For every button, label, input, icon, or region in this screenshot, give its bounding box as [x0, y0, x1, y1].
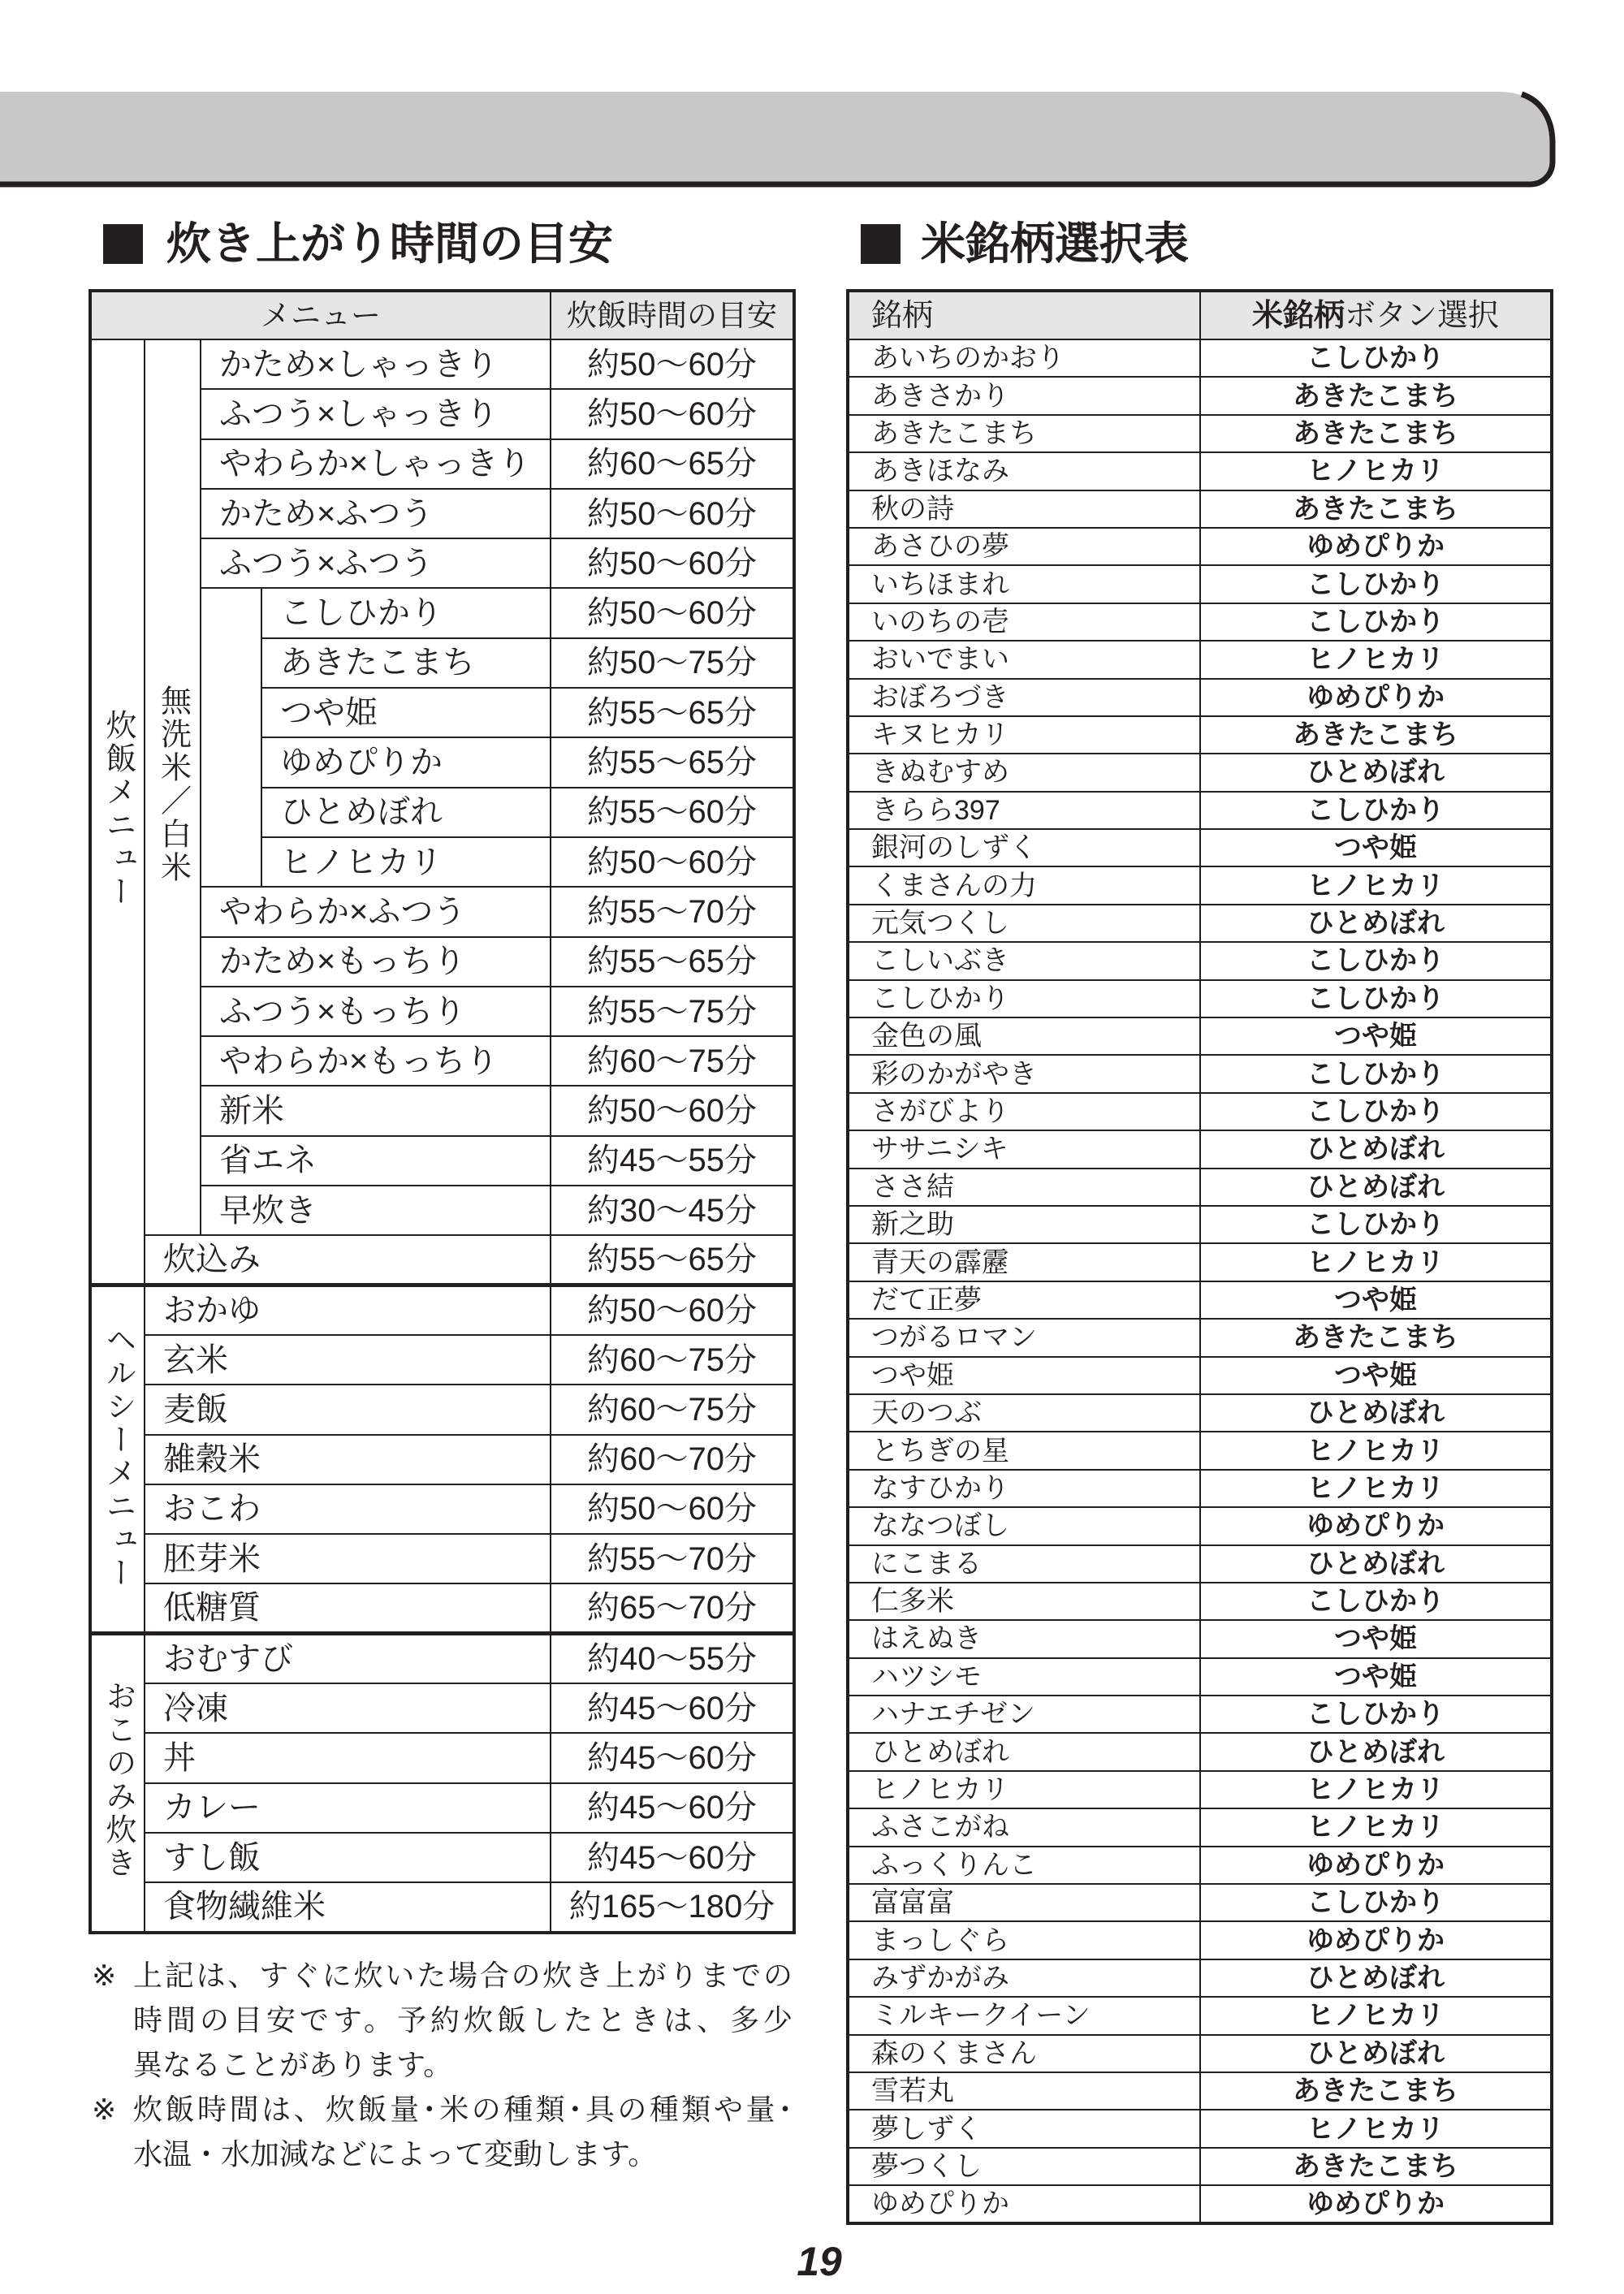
cooking-time-cell: 約45～60分	[551, 1733, 794, 1782]
brand-button-selection-cell: ヒノヒカリ	[1200, 2110, 1552, 2147]
rice-brand-cell: 金色の風	[848, 1017, 1200, 1055]
brand-button-selection-cell: こしひかり	[1200, 1696, 1552, 1733]
footnotes	[92, 1953, 793, 2176]
brand-button-selection-cell: あきたこまち	[1200, 716, 1552, 754]
brand-button-selection-cell: あきたこまち	[1200, 377, 1552, 414]
rice-brand-table-body	[848, 339, 1552, 2223]
menu-name-cell: おかゆ	[145, 1285, 551, 1335]
category-label-cell	[90, 339, 145, 1285]
variety-name-cell: ゆめぴりか	[261, 737, 551, 787]
rice-brand-cell: 青天の霹靂	[848, 1243, 1200, 1281]
cooking-time-cell: 約45～60分	[551, 1833, 794, 1882]
brand-button-selection-cell: ヒノヒカリ	[1200, 866, 1552, 904]
rice-brand-cell: きぬむすめ	[848, 754, 1200, 791]
brand-button-selection-cell: ヒノヒカリ	[1200, 1771, 1552, 1808]
brand-button-selection-cell: つや姫	[1200, 1658, 1552, 1696]
cooking-time-cell: 約50～75分	[551, 638, 794, 688]
menu-name-cell: すし飯	[145, 1833, 551, 1882]
table-header-row	[848, 291, 1552, 339]
cooking-time-cell: 約65～70分	[551, 1583, 794, 1633]
rice-brand-cell: ヒノヒカリ	[848, 1771, 1200, 1808]
footnote-line: 異なることがあります。	[133, 2048, 453, 2081]
brand-button-selection-cell: つや姫	[1200, 1357, 1552, 1394]
table-row	[848, 1093, 1552, 1130]
table-row	[848, 1997, 1552, 2034]
table-row	[848, 1620, 1552, 1657]
menu-name-cell: 雑穀米	[145, 1435, 551, 1484]
brand-button-selection-cell: こしひかり	[1200, 1093, 1552, 1130]
cooking-time-cell: 約50～60分	[551, 1285, 794, 1335]
rice-brand-cell: ササニシキ	[848, 1130, 1200, 1168]
table-row	[848, 452, 1552, 490]
rice-brand-cell: みずかがみ	[848, 1959, 1200, 1997]
menu-name-cell: ふつう×もっちり	[201, 987, 551, 1036]
menu-name-cell: 丼	[145, 1733, 551, 1782]
brand-button-selection-cell: ひとめぼれ	[1200, 1733, 1552, 1770]
table-row	[848, 565, 1552, 603]
footnote-text	[133, 1953, 793, 2087]
cooking-time-cell: 約30～45分	[551, 1186, 794, 1235]
rice-brand-cell: 彩のかがやき	[848, 1055, 1200, 1092]
menu-name-cell: 省エネ	[201, 1136, 551, 1186]
table-row	[848, 339, 1552, 377]
rice-brand-cell: あきさかり	[848, 377, 1200, 414]
table-row	[848, 2072, 1552, 2110]
cooking-time-cell: 約40～55分	[551, 1634, 794, 1683]
menu-name-cell: かため×ふつう	[201, 489, 551, 538]
rice-brand-cell: だて正夢	[848, 1281, 1200, 1319]
menu-name-cell: 食物繊維米	[145, 1882, 551, 1932]
brand-button-selection-cell: ヒノヒカリ	[1200, 1470, 1552, 1507]
table-row	[90, 1882, 794, 1932]
rice-brand-cell: おいでまい	[848, 641, 1200, 678]
brand-button-selection-cell: ヒノヒカリ	[1200, 1243, 1552, 1281]
cooking-time-cell: 約60～70分	[551, 1435, 794, 1484]
brand-button-selection-cell: こしひかり	[1200, 603, 1552, 641]
table-row	[848, 1507, 1552, 1544]
variety-name-cell: こしひかり	[261, 588, 551, 637]
menu-name-cell: 玄米	[145, 1335, 551, 1385]
rice-brand-cell: おぼろづき	[848, 679, 1200, 716]
cooking-time-cell: 約60～75分	[551, 1385, 794, 1434]
brand-button-selection-cell: こしひかり	[1200, 942, 1552, 979]
cooking-time-cell: 約60～75分	[551, 1335, 794, 1385]
cooking-time-cell: 約45～60分	[551, 1683, 794, 1733]
rice-brand-cell: あきたこまち	[848, 415, 1200, 452]
table-row	[848, 792, 1552, 829]
cooking-time-cell: 約55～65分	[551, 737, 794, 787]
menu-name-cell: カレー	[145, 1783, 551, 1833]
category-label: ヘルシーメニュー	[101, 1323, 135, 1590]
indent-spacer-cell	[201, 588, 261, 887]
table-row	[848, 1583, 1552, 1620]
cooking-time-cell: 約45～60分	[551, 1783, 794, 1833]
subcategory-label-cell	[145, 339, 201, 1235]
table-row	[848, 1130, 1552, 1168]
brand-column-header: 銘柄	[848, 291, 1200, 339]
table-row	[90, 1733, 794, 1782]
menu-name-cell: 冷凍	[145, 1683, 551, 1733]
table-row	[90, 1833, 794, 1882]
menu-column-header: メニュー	[90, 291, 551, 339]
rice-brand-cell: にこまる	[848, 1545, 1200, 1583]
rice-section-title: 米銘柄選択表	[921, 218, 1190, 269]
rice-brand-cell: こしいぶき	[848, 942, 1200, 979]
footnote-line: 炊飯時間は、炊飯量･米の種類･具の種類や量･	[133, 2093, 793, 2126]
brand-button-selection-cell: ヒノヒカリ	[1200, 1432, 1552, 1469]
category-label-cell	[90, 1285, 145, 1634]
table-row	[848, 1959, 1552, 1997]
cooking-time-cell: 約55～70分	[551, 887, 794, 936]
rice-brand-cell: ささ結	[848, 1169, 1200, 1206]
brand-button-selection-cell: ゆめぴりか	[1200, 528, 1552, 565]
table-row	[848, 1055, 1552, 1092]
cooking-time-cell: 約55～60分	[551, 788, 794, 837]
brand-button-selection-cell: つや姫	[1200, 1017, 1552, 1055]
header-band-fill	[0, 92, 1553, 184]
table-row	[90, 1385, 794, 1434]
brand-button-selection-cell: あきたこまち	[1200, 490, 1552, 528]
brand-button-selection-cell: ひとめぼれ	[1200, 1130, 1552, 1168]
black-square-icon	[861, 224, 901, 264]
table-row	[848, 1771, 1552, 1808]
header-band	[0, 0, 1567, 195]
menu-name-cell: やわらか×ふつう	[201, 887, 551, 936]
rice-brand-cell: まっしぐら	[848, 1921, 1200, 1959]
rice-brand-cell: 夢しずく	[848, 2110, 1200, 2147]
rice-brand-cell: きらら397	[848, 792, 1200, 829]
table-row	[848, 377, 1552, 414]
table-row	[848, 641, 1552, 678]
rice-brand-cell: 天のつぶ	[848, 1394, 1200, 1432]
table-row	[848, 415, 1552, 452]
table-row	[90, 1285, 794, 1335]
rice-brand-cell: キヌヒカリ	[848, 716, 1200, 754]
table-row	[848, 866, 1552, 904]
table-row	[90, 339, 794, 389]
table-row	[90, 1484, 794, 1534]
brand-button-selection-cell: こしひかり	[1200, 1583, 1552, 1620]
table-row	[848, 1884, 1552, 1921]
subcategory-label: 無洗米／白米	[155, 685, 190, 885]
cooking-time-cell: 約50～60分	[551, 588, 794, 637]
rice-brand-cell: あいちのかおり	[848, 339, 1200, 377]
cooking-time-cell: 約55～75分	[551, 987, 794, 1036]
cooking-time-cell: 約55～65分	[551, 937, 794, 987]
table-row	[848, 1319, 1552, 1356]
brand-button-selection-cell: ひとめぼれ	[1200, 754, 1552, 791]
rice-brand-cell: 雪若丸	[848, 2072, 1200, 2110]
cooking-time-cell: 約165～180分	[551, 1882, 794, 1932]
table-row	[848, 679, 1552, 716]
rice-brand-cell: 秋の詩	[848, 490, 1200, 528]
brand-button-selection-cell: つや姫	[1200, 1281, 1552, 1319]
footnote-text	[133, 2087, 793, 2176]
rice-brand-cell: いのちの壱	[848, 603, 1200, 641]
footnote-line: 水温・水加減などによって変動します。	[133, 2137, 658, 2171]
rice-brand-cell: ななつぼし	[848, 1507, 1200, 1544]
category-label-cell	[90, 1634, 145, 1933]
table-row	[90, 1335, 794, 1385]
rice-brand-cell: 新之助	[848, 1206, 1200, 1243]
selection-header-bold: 米銘柄	[1251, 298, 1345, 333]
table-row	[848, 1281, 1552, 1319]
timing-section-heading	[103, 215, 613, 272]
table-row	[848, 716, 1552, 754]
brand-button-selection-cell: あきたこまち	[1200, 2072, 1552, 2110]
rice-brand-cell: ゆめぴりか	[848, 2185, 1200, 2223]
rice-brand-cell: ひとめぼれ	[848, 1733, 1200, 1770]
brand-button-selection-cell: ひとめぼれ	[1200, 905, 1552, 942]
brand-button-selection-cell: ひとめぼれ	[1200, 1394, 1552, 1432]
brand-button-selection-cell: こしひかり	[1200, 1055, 1552, 1092]
cooking-time-cell: 約60～75分	[551, 1036, 794, 1086]
brand-button-selection-cell: ヒノヒカリ	[1200, 452, 1552, 490]
page-number: 19	[797, 2239, 842, 2284]
menu-name-cell: おむすび	[145, 1634, 551, 1683]
table-row	[848, 1696, 1552, 1733]
menu-name-cell: 麦飯	[145, 1385, 551, 1434]
rice-brand-cell: こしひかり	[848, 980, 1200, 1017]
brand-button-selection-cell: ゆめぴりか	[1200, 2185, 1552, 2223]
rice-brand-cell: さがびより	[848, 1093, 1200, 1130]
brand-button-selection-cell: ゆめぴりか	[1200, 1847, 1552, 1884]
category-label: おこのみ炊き	[101, 1680, 135, 1881]
brand-button-selection-cell: こしひかり	[1200, 339, 1552, 377]
rice-brand-cell: 夢つくし	[848, 2148, 1200, 2185]
selection-column-header	[1200, 291, 1552, 339]
menu-name-cell: 低糖質	[145, 1583, 551, 1633]
table-row	[848, 1658, 1552, 1696]
table-row	[848, 1017, 1552, 1055]
rice-brand-cell: ミルキークイーン	[848, 1997, 1200, 2034]
table-row	[848, 1169, 1552, 1206]
rice-brand-cell: はえぬき	[848, 1620, 1200, 1657]
table-row	[848, 603, 1552, 641]
cooking-time-table	[89, 289, 796, 1934]
footnote	[92, 2087, 793, 2176]
table-row	[848, 1847, 1552, 1884]
brand-button-selection-cell: こしひかり	[1200, 792, 1552, 829]
rice-brand-cell: なすひかり	[848, 1470, 1200, 1507]
rice-brand-table	[846, 289, 1553, 2225]
rice-brand-cell: つや姫	[848, 1357, 1200, 1394]
table-row	[90, 1634, 794, 1683]
cooking-time-cell: 約45～55分	[551, 1136, 794, 1186]
footnote-line: 上記は、すぐに炊いた場合の炊き上がりまでの	[133, 1959, 793, 1992]
black-square-icon	[103, 224, 143, 264]
table-row	[848, 2110, 1552, 2147]
brand-button-selection-cell: こしひかり	[1200, 1884, 1552, 1921]
brand-button-selection-cell: ゆめぴりか	[1200, 679, 1552, 716]
menu-name-cell: やわらか×もっちり	[201, 1036, 551, 1086]
table-row	[90, 1583, 794, 1633]
brand-button-selection-cell: こしひかり	[1200, 980, 1552, 1017]
cooking-time-cell: 約50～60分	[551, 339, 794, 389]
selection-header-rest: ボタン選択	[1345, 298, 1500, 333]
table-row	[848, 1808, 1552, 1846]
table-row	[848, 829, 1552, 866]
menu-name-cell: 新米	[201, 1086, 551, 1135]
table-row	[848, 1206, 1552, 1243]
menu-name-cell: おこわ	[145, 1484, 551, 1534]
variety-name-cell: あきたこまち	[261, 638, 551, 688]
footnote-line: 時間の目安です。予約炊飯したときは、多少	[133, 2003, 793, 2037]
brand-button-selection-cell: こしひかり	[1200, 1206, 1552, 1243]
footnote-mark: ※	[92, 1959, 117, 1992]
rice-brand-cell: いちほまれ	[848, 565, 1200, 603]
brand-button-selection-cell: ヒノヒカリ	[1200, 641, 1552, 678]
rice-brand-cell: くまさんの力	[848, 866, 1200, 904]
table-row	[848, 1545, 1552, 1583]
brand-button-selection-cell: ゆめぴりか	[1200, 1921, 1552, 1959]
brand-button-selection-cell: つや姫	[1200, 1620, 1552, 1657]
time-column-header: 炊飯時間の目安	[551, 291, 794, 339]
table-row	[848, 528, 1552, 565]
table-row	[848, 1470, 1552, 1507]
table-row	[90, 1435, 794, 1484]
rice-brand-cell: つがるロマン	[848, 1319, 1200, 1356]
rice-brand-cell: 銀河のしずく	[848, 829, 1200, 866]
table-header-row	[90, 291, 794, 339]
variety-name-cell: つや姫	[261, 688, 551, 737]
menu-name-cell: かため×しゃっきり	[201, 339, 551, 389]
brand-button-selection-cell: こしひかり	[1200, 565, 1552, 603]
cooking-time-cell: 約55～65分	[551, 688, 794, 737]
menu-name-cell: ふつう×しゃっきり	[201, 389, 551, 438]
rice-brand-cell: とちぎの星	[848, 1432, 1200, 1469]
timing-section-title: 炊き上がり時間の目安	[166, 218, 614, 269]
brand-button-selection-cell: あきたこまち	[1200, 1319, 1552, 1356]
category-label: 炊飯メニュー	[101, 709, 135, 909]
menu-name-cell: 早炊き	[201, 1186, 551, 1235]
brand-button-selection-cell: ひとめぼれ	[1200, 1545, 1552, 1583]
cooking-time-cell: 約55～70分	[551, 1534, 794, 1583]
menu-name-cell: 炊込み	[145, 1235, 551, 1285]
footnote-mark: ※	[92, 2093, 117, 2126]
table-row	[848, 2035, 1552, 2072]
cooking-time-cell: 約50～60分	[551, 389, 794, 438]
rice-brand-cell: ハナエチゼン	[848, 1696, 1200, 1733]
menu-name-cell: やわらか×しゃっきり	[201, 439, 551, 489]
cooking-time-cell: 約50～60分	[551, 538, 794, 588]
cooking-time-cell: 約50～60分	[551, 837, 794, 887]
table-row	[848, 1394, 1552, 1432]
variety-name-cell: ひとめぼれ	[261, 788, 551, 837]
table-row	[848, 2148, 1552, 2185]
brand-button-selection-cell: ゆめぴりか	[1200, 1507, 1552, 1544]
rice-brand-cell: 富富富	[848, 1884, 1200, 1921]
rice-brand-cell: あきほなみ	[848, 452, 1200, 490]
variety-name-cell: ヒノヒカリ	[261, 837, 551, 887]
table-row	[848, 1921, 1552, 1959]
rice-brand-cell: ふさこがね	[848, 1808, 1200, 1846]
rice-brand-cell: 森のくまさん	[848, 2035, 1200, 2072]
menu-name-cell: ふつう×ふつう	[201, 538, 551, 588]
table-row	[90, 1683, 794, 1733]
table-row	[848, 980, 1552, 1017]
brand-button-selection-cell: あきたこまち	[1200, 2148, 1552, 2185]
rice-brand-cell: ハツシモ	[848, 1658, 1200, 1696]
brand-button-selection-cell: ひとめぼれ	[1200, 1169, 1552, 1206]
rice-brand-cell: 仁多米	[848, 1583, 1200, 1620]
footnote	[92, 1953, 793, 2087]
brand-button-selection-cell: ひとめぼれ	[1200, 2035, 1552, 2072]
table-row	[848, 1243, 1552, 1281]
table-row	[848, 2185, 1552, 2223]
table-row	[848, 905, 1552, 942]
table-row	[848, 754, 1552, 791]
table-row	[848, 1432, 1552, 1469]
table-row	[848, 490, 1552, 528]
brand-button-selection-cell: つや姫	[1200, 829, 1552, 866]
rice-section-heading	[861, 215, 1189, 272]
rice-brand-cell: 元気つくし	[848, 905, 1200, 942]
table-row	[848, 942, 1552, 979]
cooking-time-cell: 約60～65分	[551, 439, 794, 489]
menu-name-cell: かため×もっちり	[201, 937, 551, 987]
brand-button-selection-cell: あきたこまち	[1200, 415, 1552, 452]
brand-button-selection-cell: ひとめぼれ	[1200, 1959, 1552, 1997]
cooking-time-cell: 約50～60分	[551, 1484, 794, 1534]
table-row	[90, 1235, 794, 1285]
table-row	[848, 1733, 1552, 1770]
brand-button-selection-cell: ヒノヒカリ	[1200, 1997, 1552, 2034]
cooking-time-table-body	[90, 339, 794, 1933]
cooking-time-cell: 約50～60分	[551, 489, 794, 538]
table-row	[848, 1357, 1552, 1394]
rice-brand-cell: あさひの夢	[848, 528, 1200, 565]
brand-button-selection-cell: ヒノヒカリ	[1200, 1808, 1552, 1846]
table-row	[90, 1534, 794, 1583]
table-row	[90, 1783, 794, 1833]
rice-brand-cell: ふっくりんこ	[848, 1847, 1200, 1884]
menu-name-cell: 胚芽米	[145, 1534, 551, 1583]
cooking-time-cell: 約50～60分	[551, 1086, 794, 1135]
cooking-time-cell: 約55～65分	[551, 1235, 794, 1285]
